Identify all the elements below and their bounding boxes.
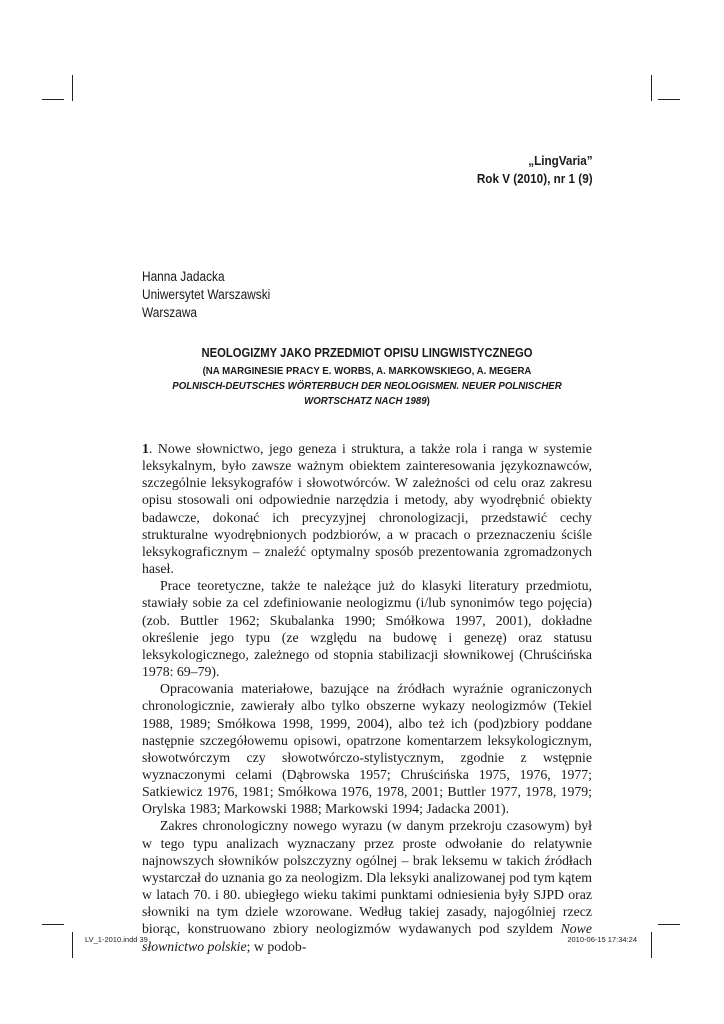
article-body	[142, 440, 592, 955]
journal-header	[477, 152, 593, 188]
subtitle-suffix: )	[426, 395, 430, 407]
footer-timestamp: 2010-06-15 17:34:24	[567, 935, 637, 944]
article-title	[142, 345, 592, 409]
section-number: 1	[142, 441, 149, 456]
author-affiliation: Uniwersytet Warszawski	[142, 287, 271, 302]
crop-mark	[651, 932, 652, 958]
paragraph-3: Opracowania materiałowe, bazujące na źródłach wyraźnie ograniczonych chronologicznie, zawierały albo tylko obszerne wykazy neologizmów (Tekiel 1988, 1989; Smółkowa 1998, 1999, 2004), albo też ich (pod)zbiory poddane następnie szczegółowemu opisowi, opatrzone komentarzem leksykologicznym, słowotwórczym czy słowotwórczo-stylistycznym, zgodnie z wstępnie wyznaczonymi celami (Dąbrowska 1957; Chruścińska 1975, 1976, 1977; Satkiewicz 1976, 1981; Smółkowa 1976, 1978, 2001; Buttler 1977, 1978, 1979; Orylska 1983; Markowski 1988; Markowski 1994; Jadacka 2001).	[142, 681, 592, 817]
crop-mark	[42, 924, 64, 925]
crop-mark	[72, 932, 73, 958]
paragraph-4	[142, 817, 592, 954]
paragraph-1	[142, 440, 592, 577]
paragraph-4-italic: Nowe słownictwo polskie	[142, 921, 592, 954]
crop-mark	[658, 99, 680, 100]
crop-mark	[42, 99, 64, 100]
journal-issue: Rok V (2010), nr 1 (9)	[477, 171, 593, 186]
subtitle-book-title: POLNISCH-DEUTSCHES WÖRTERBUCH DER NEOLOGISMEN. NEUER POLNISCHER WORTSCHATZ NACH 1989	[172, 380, 562, 407]
title-main: NEOLOGIZMY JAKO PRZEDMIOT OPISU LINGWISTYCZNEGO	[201, 346, 533, 360]
crop-mark	[658, 924, 680, 925]
journal-name: „LingVaria”	[528, 153, 593, 168]
paragraph-2: Prace teoretyczne, także te należące już do klasyki literatury przedmiotu, stawiały sobie za cel zdefiniowanie neologizmu (i/lub synonimów tego pojęcia) (zob. Buttler 1962; Skubalanka 1990; Smółkowa 1997, 2001), dokładne określenie jego typu (ze względu na budowę i genezę) oraz statusu leksykologicznego, zależnego od stopnia stabilizacji słownikowej (Chruścińska 1978: 69–79).	[142, 578, 592, 680]
author-block	[142, 268, 270, 322]
subtitle-prefix: (NA MARGINESIE PRACY E. WORBS, A. MARKOWSKIEGO, A. MEGERA	[202, 365, 532, 377]
crop-mark	[72, 75, 73, 101]
paragraph-1-text: . Nowe słownictwo, jego geneza i struktura, a także rola i ranga w systemie leksykalnym, było zawsze ważnym obiektem zainteresowania językoznawców, szczególnie leksykografów i słowotwórców. W zależności od celu oraz zakresu opisu stosowali oni odpowiednie narzędzia i metody, aby wyodrębnić obiekty badawcze, dokonać ich precyzyjnej chronologizacji, przedstawić cechy strukturalne wyodrębnionych podzbiorów, a w pracach o przeznaczeniu ściśle leksykograficznym – znaleźć optymalny sposób prezentowania zgromadzonych haseł.	[142, 441, 592, 577]
paragraph-4-end: ; w podob-	[246, 938, 307, 954]
title-subtitle	[160, 364, 574, 409]
author-city: Warszawa	[142, 305, 198, 320]
paragraph-4-text: Zakres chronologiczny nowego wyrazu (w danym przekroju czasowym) był w tego typu analizach wyznaczany przez proste odwołanie do relatywnie najnowszych słowników polszczyzny ogólnej – brak leksemu w takich źródłach wystarczał do uznania go za neologizm. Dla leksyki analizowanej pod tym kątem w latach 70. i 80. ubiegłego wieku takimi punktami odniesienia były SJPD oraz słowniki na tym dziele wzorowane. Według takiej zasady, najogólniej rzecz biorąc, konstruowano zbiory neologizmów wydawanych pod szyldem	[142, 818, 592, 937]
crop-mark	[651, 75, 652, 101]
footer-filename: LV_1-2010.indd 39	[85, 935, 148, 944]
author-name: Hanna Jadacka	[142, 269, 225, 284]
